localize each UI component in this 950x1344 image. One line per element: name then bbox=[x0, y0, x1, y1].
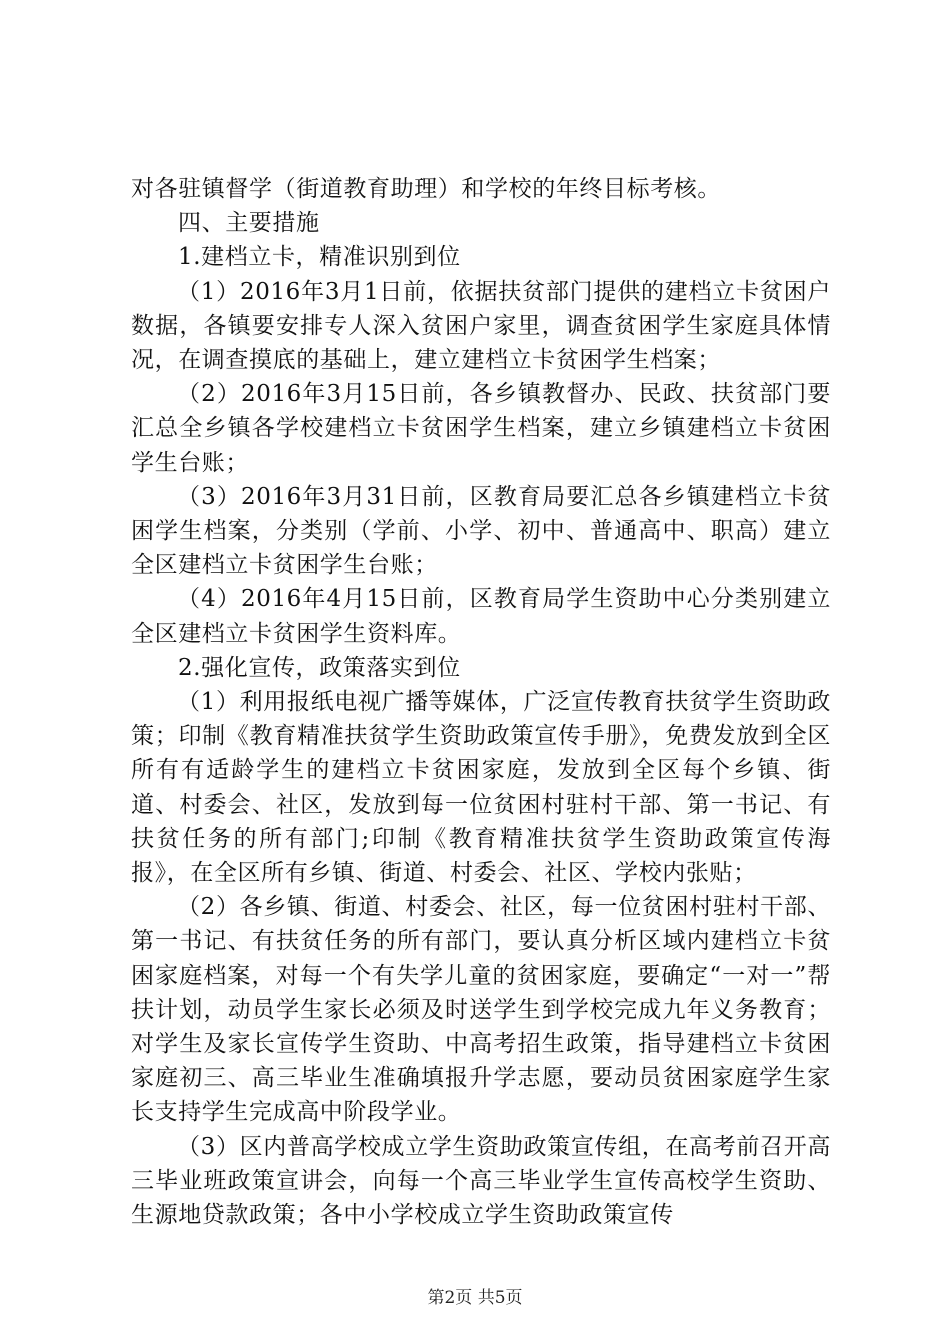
subsection-heading: 2.强化宣传，政策落实到位 bbox=[178, 654, 461, 681]
paragraph: （2）2016年3月15日前，各乡镇教督办、民政、扶贫部门要汇总全乡镇各学校建档立卡贫困学生档案，建立乡镇建档立卡贫困学生台账； bbox=[131, 381, 831, 476]
subsection-heading: 1.建档立卡，精准识别到位 bbox=[178, 244, 461, 271]
page-footer bbox=[0, 1283, 950, 1308]
page-number: 第2页 共5页 bbox=[427, 1288, 523, 1308]
paragraph: （3）区内普高学校成立学生资助政策宣传组，在高考前召开高三毕业班政策宣讲会，向每一个高三毕业学生宣传高校学生资助、生源地贷款政策；各中小学校成立学生资助政策宣传 bbox=[131, 1133, 831, 1229]
paragraph: （1）2016年3月1日前，依据扶贫部门提供的建档立卡贫困户数据，各镇要安排专人深入贫困户家里，调查贫困学生家庭具体情况，在调查摸底的基础上，建立建档立卡贫困学生档案； bbox=[131, 278, 831, 374]
paragraph: （1）利用报纸电视广播等媒体，广泛宣传教育扶贫学生资助政策；印制《教育精准扶贫学生资助政策宣传手册》，免费发放到全区所有有适龄学生的建档立卡贫困家庭，发放到全区每个乡镇、街道、村委会、社区，发放到每一位贫困村驻村干部、第一书记、有扶贫任务的所有部门;印制《教育精准扶贫学生资助政策宣传海报》，在全区所有乡镇、街道、村委会、社区、学校内张贴； bbox=[131, 689, 831, 887]
paragraph: 对各驻镇督学（街道教育助理）和学校的年终目标考核。 bbox=[131, 176, 721, 202]
section-heading: 四、主要措施 bbox=[178, 210, 320, 237]
paragraph: （2）各乡镇、街道、村委会、社区，每一位贫困村驻村干部、第一书记、有扶贫任务的所有部门，要认真分析区域内建档立卡贫困家庭档案，对每一个有失学儿童的贫困家庭，要确定“一对一”帮扶计划，动员学生家长必须及时送学生到学校完成九年义务教育；对学生及家长宣传学生资助、中高考招生政策，指导建档立卡贫困家庭初三、高三毕业生准确填报升学志愿，要动员贫困家庭学生家长支持学生完成高中阶段学业。 bbox=[131, 894, 831, 1126]
paragraph: （4）2016年4月15日前，区教育局学生资助中心分类别建立全区建档立卡贫困学生资料库。 bbox=[131, 586, 831, 647]
document-body bbox=[131, 172, 831, 1232]
paragraph: （3）2016年3月31日前，区教育局要汇总各乡镇建档立卡贫困学生档案，分类别（学前、小学、初中、普通高中、职高）建立全区建档立卡贫困学生台账； bbox=[131, 483, 831, 579]
